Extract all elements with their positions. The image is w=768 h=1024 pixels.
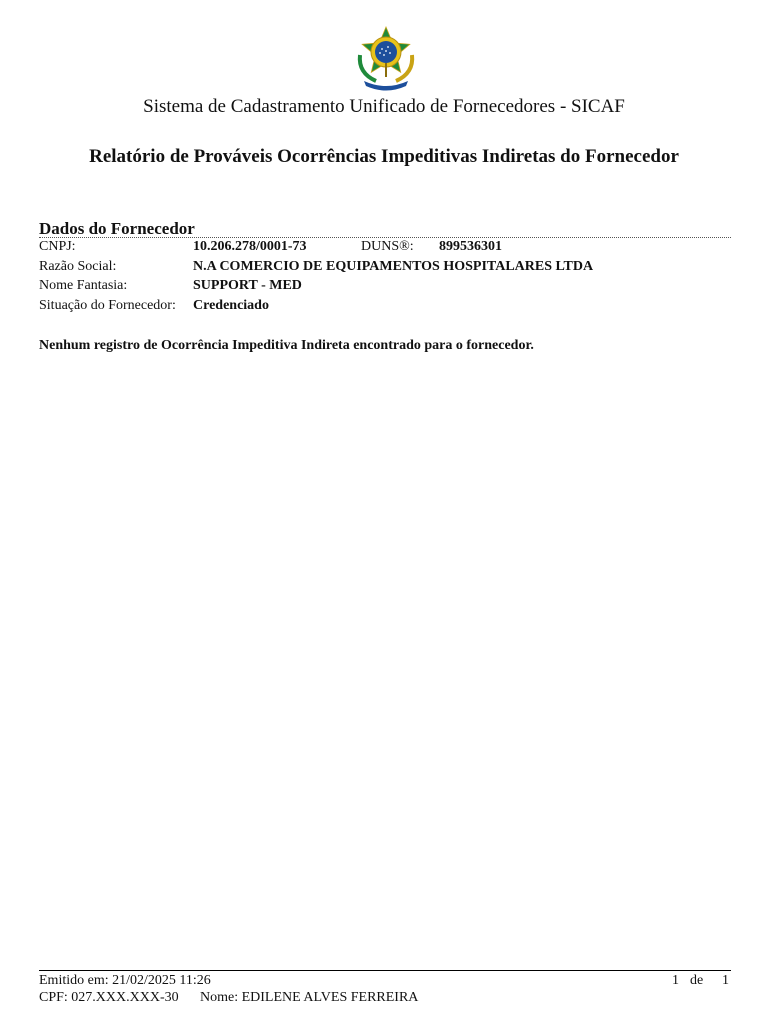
cnpj-label: CNPJ:: [39, 239, 76, 254]
footer-divider: [39, 970, 731, 971]
razao-value: N.A COMERCIO DE EQUIPAMENTOS HOSPITALARES LTDA: [193, 259, 594, 274]
duns-value: 899536301: [439, 239, 502, 254]
cnpj-value: 10.206.278/0001-73: [193, 239, 307, 254]
no-records-message: Nenhum registro de Ocorrência Impeditiva Indireta encontrado para o fornecedor.: [39, 338, 534, 353]
page-total: 1: [722, 973, 729, 988]
cpf-text: CPF: 027.XXX.XXX-30: [39, 990, 179, 1005]
fantasia-value: SUPPORT - MED: [193, 278, 302, 293]
report-title: Relatório de Prováveis Ocorrências Impeditivas Indiretas do Fornecedor: [89, 146, 679, 167]
page-of: de: [690, 973, 704, 988]
fantasia-label: Nome Fantasia:: [39, 278, 128, 293]
emitted-date: Emitido em: 21/02/2025 11:26: [39, 973, 211, 988]
situacao-label: Situação do Fornecedor:: [39, 298, 176, 313]
brazil-coat-of-arms-icon: [350, 25, 422, 91]
issuer-name: Nome: EDILENE ALVES FERREIRA: [200, 990, 419, 1005]
section-divider: [39, 237, 731, 238]
duns-label: DUNS®:: [361, 239, 414, 254]
supplier-section-title: Dados do Fornecedor: [39, 219, 195, 238]
razao-label: Razão Social:: [39, 259, 117, 274]
page-number: 1: [672, 973, 679, 988]
situacao-value: Credenciado: [193, 298, 269, 313]
system-title: Sistema de Cadastramento Unificado de Fornecedores - SICAF: [143, 96, 625, 117]
